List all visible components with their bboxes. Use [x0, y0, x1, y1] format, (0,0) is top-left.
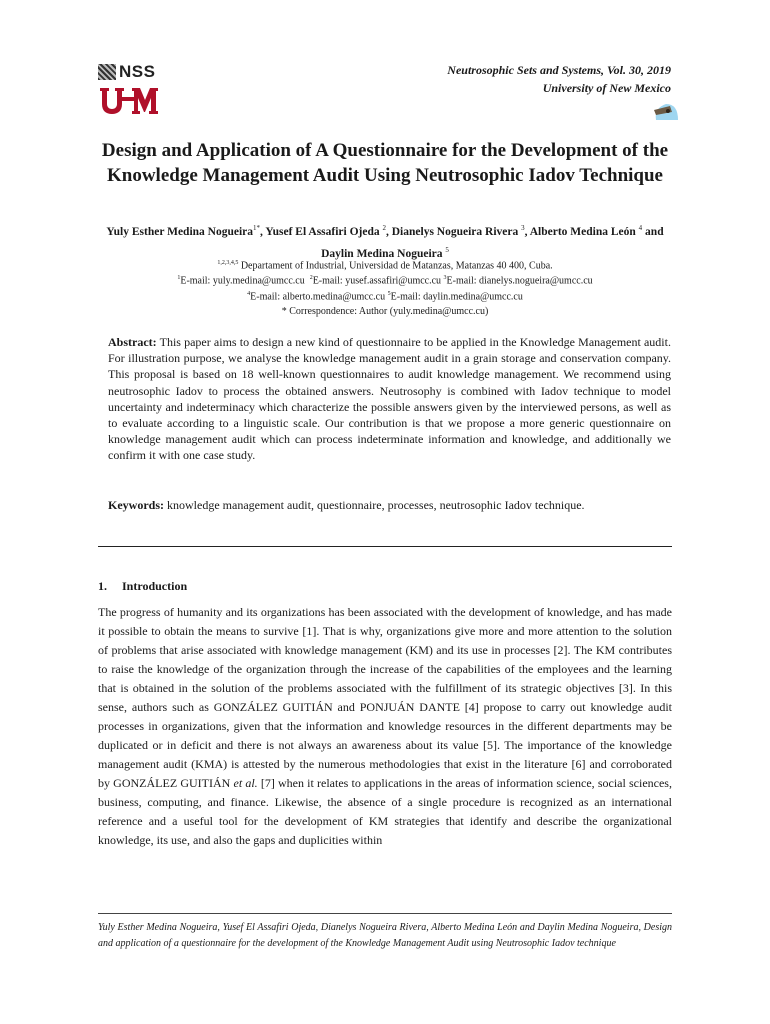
author-sup: 2 — [382, 224, 386, 232]
nss-logo-text: NSS — [119, 62, 156, 81]
section-title: Introduction — [122, 579, 188, 593]
author-sup: 3 — [521, 224, 525, 232]
author-sup: 1* — [253, 224, 261, 232]
section-heading — [98, 579, 187, 594]
section-number: 1. — [98, 579, 107, 593]
email-sup: 2 — [309, 275, 313, 282]
author-name: Dianelys Nogueira Rivera — [391, 225, 519, 238]
footer-divider — [98, 913, 672, 914]
keywords — [108, 497, 671, 513]
correspondence: * Correspondence: Author (yuly.medina@umcc.cu) — [281, 306, 489, 317]
journal-citation: Neutrosophic Sets and Systems, Vol. 30, 2019 — [447, 63, 671, 77]
unm-logo-text: UNM — [98, 86, 101, 87]
author-name: Yuly Esther Medina Nogueira — [106, 225, 254, 238]
author-sup: 5 — [445, 245, 449, 254]
author-name: Alberto Medina León — [529, 225, 636, 238]
email-sup: 3 — [443, 275, 447, 282]
email-text: E-mail: daylin.medina@umcc.cu — [390, 290, 523, 302]
affiliation — [98, 257, 672, 303]
email-sup: 5 — [387, 290, 391, 297]
footer-citation: Yuly Esther Medina Nogueira, Yusef El Assafiri Ojeda, Dianelys Nogueira Rivera, Alberto Medina León and Daylin Medina Nogueira, Design and application of a questionnaire for the development of the Knowledge Management Audit using Neutrosophic Iadov technique — [98, 922, 672, 949]
email-text: E-mail: alberto.medina@umcc.cu — [250, 290, 386, 302]
nss-logo — [98, 62, 168, 82]
author-list: Yuly Esther Medina Nogueira$^{1*}$, Yusef El Assafiri Ojeda $^2$, Dianelys Nogueira Rivera $^3$, Alberto Medina León $^4$ and Daylin Medina Nogueira $^5$ — [106, 224, 664, 260]
body-paragraph — [98, 603, 672, 850]
paragraph-text: [7] when it relates to applications in the areas of information science, social sciences, business, computing, and finance. Likewise, the absence of a single procedure is recognized as an international reference and a useful tool for the development of KM strategies that identify and describe the organizational knowledge, its use, and also the gaps and duplicities within — [98, 776, 672, 847]
abstract — [108, 334, 671, 464]
affiliation-text: Departament of Industrial, Universidad de Matanzas, Matanzas 40 400, Cuba. — [240, 260, 553, 272]
author-name: Yusef El Assafiri Ojeda — [265, 225, 380, 238]
university-crest-icon — [652, 100, 680, 122]
nss-cube-icon — [98, 64, 116, 80]
university-name: University of New Mexico — [542, 81, 671, 95]
paragraph-text: The progress of humanity and its organizations has been associated with the development of knowledge, and has made it possible to obtain the means to survive [1]. That is why, organizations give more and more attention to the solution of problems that arise associated with knowledge management (KM) and its use in processes [2]. The KM contributes to raise the knowledge of the organization through the increase of the capabilities of the employees and the learning that is obtained in the solution of the problems associated with the fulfillment of its strategic objectives [3]. In this sense, authors such as GONZÁLEZ GUITIÁN and PONJUÁN DANTE [4] propose to carry out knowledge audit processes in organizations, given that the information and knowledge resources in the different departments may be duplicated or in deficit and there is not always an awareness about its value [5]. The importance of the knowledge management audit (KMA) is attested by the numerous methodologies that exist in the literature [6] and corroborated by GONZÁLEZ GUITIÁN — [98, 605, 672, 790]
author-name: Daylin Medina Nogueira — [321, 247, 443, 260]
abstract-label: Abstract: — [108, 335, 157, 349]
email-text: E-mail: dianelys.nogueira@umcc.cu — [446, 275, 593, 287]
keywords-text: knowledge management audit, questionnaire, processes, neutrosophic Iadov technique. — [167, 498, 585, 512]
abstract-text: This paper aims to design a new kind of questionnaire to be applied in the Knowledge Management audit. For illustration purpose, we analyse the knowledge management audit in a grain storage and conservation company. This proposal is based on 18 well-known questionnaires to audit knowledge management. We recommend using neutrosophic Iadov to process the obtained answers. Neutrosophy is combined with Iadov technique to model uncertainty and indeterminacy which characterize the possible answers given by the interviewed persons, as well as to evaluate according to a linguistic scale. Our contribution is that we propose a more generic questionnaire on knowledge management audit which can process indeterminate information and knowledge, and additionally we confirm it with one case study. — [108, 335, 671, 463]
paragraph-italic: et al. — [233, 776, 258, 790]
section-divider — [98, 546, 672, 547]
unm-logo-icon — [98, 86, 162, 120]
email-text: E-mail: yusef.assafiri@umcc.cu — [312, 275, 442, 287]
email-sup: 4 — [247, 290, 251, 297]
author-sup: 4 — [638, 224, 643, 232]
email-text: E-mail: yuly.medina@umcc.cu — [180, 275, 305, 287]
email-sup: 1 — [177, 275, 181, 282]
keywords-label: Keywords: — [108, 498, 164, 512]
paper-title: Design and Application of A Questionnaire for the Development of the Knowledge Management Audit Using Neutrosophic Iadov Technique — [101, 140, 669, 186]
affiliation-sup: 1,2,3,4,5 — [217, 260, 239, 266]
